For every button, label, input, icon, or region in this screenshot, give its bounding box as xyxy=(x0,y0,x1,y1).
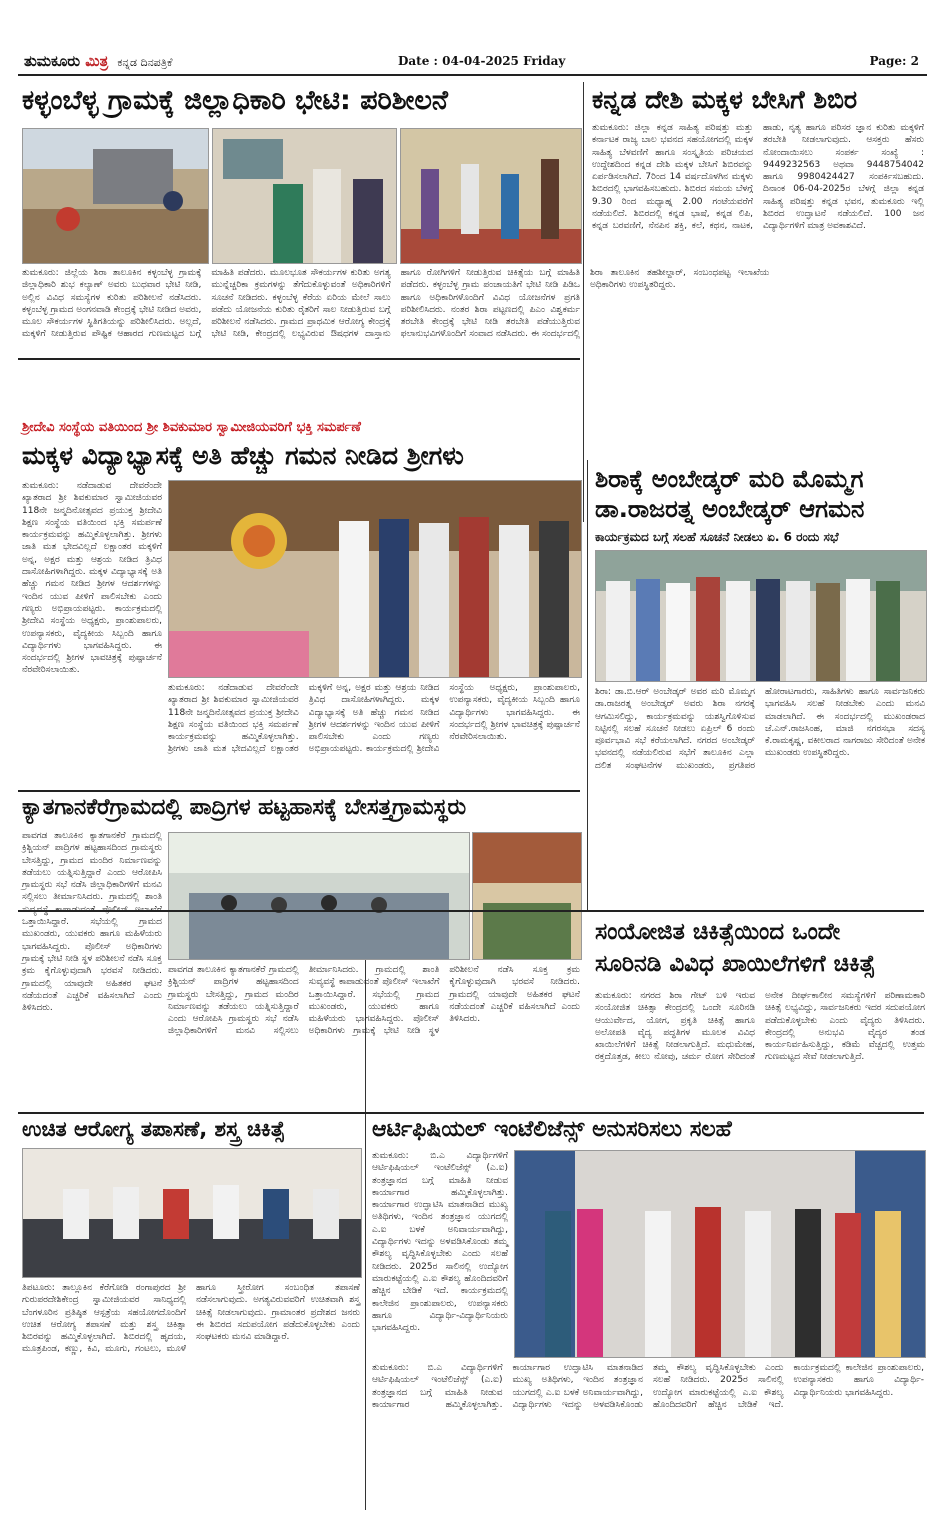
column-divider xyxy=(583,82,584,522)
story4-headline: ಶಿರಾಕ್ಕೆ ಅಂಬೇಡ್ಕರ್ ಮರಿ ಮೊಮ್ಮಗ xyxy=(595,465,864,493)
story5-body: ಪಾವಗಡ ತಾಲೂಕಿನ ಕ್ಯಾತಗಾನಕೆರೆ ಗ್ರಾಮದಲ್ಲಿ ಕ್ರಿಶ್ಚಿಯನ್ ಪಾದ್ರಿಗಳ ಹಟ್ಟಹಾಸದಿಂದ ಗ್ರಾಮಸ್ಥರು ಬೇಸತ್ತಿದ್ದು, ಗ್ರಾಮದ ಮಂದಿರ ನಿರ್ಮಾಣವನ್ನು ತಡೆಯಲು ಯತ್ನಿಸುತ್ತಿದ್ದಾರೆ ಎಂದು ಆರೋಪಿಸಿ ಗ್ರಾಮಸ್ಥರು ಸಭೆ ನಡೆಸಿ ಜಿಲ್ಲಾಧಿಕಾರಿಗಳಿಗೆ ಮನವಿ ಸಲ್ಲಿಸಲು ತೀರ್ಮಾನಿಸಿದರು. ಗ್ರಾಮದಲ್ಲಿ ಶಾಂತಿ ಸುವ್ಯವಸ್ಥೆ ಕಾಪಾಡುವಂತೆ ಪೊಲೀಸ್ ಇಲಾಖೆಗೆ ಒತ್ತಾಯಿಸಿದ್ದಾರೆ. ಸಭೆಯಲ್ಲಿ ಗ್ರಾಮದ ಮುಖಂಡರು, ಯುವಕರು ಹಾಗೂ ಮಹಿಳೆಯರು ಭಾಗವಹಿಸಿದ್ದರು. ಪೊಲೀಸ್ ಅಧಿಕಾರಿಗಳು ಗ್ರಾಮಕ್ಕೆ ಭೇಟಿ ನೀಡಿ ಸ್ಥಳ ಪರಿಶೀಲನೆ ನಡೆಸಿ ಸೂಕ್ತ ಕ್ರಮ ಕೈಗೊಳ್ಳುವುದಾಗಿ ಭರವಸೆ ನೀಡಿದರು. ಗ್ರಾಮದಲ್ಲಿ ಯಾವುದೇ ಅಹಿತಕರ ಘಟನೆ ನಡೆಯದಂತೆ ಎಚ್ಚರಿಕೆ ವಹಿಸಲಾಗಿದೆ ಎಂದು ತಿಳಿಸಿದರು. xyxy=(168,965,580,1037)
story7-headline: ಉಚಿತ ಆರೋಗ್ಯ ತಪಾಸಣೆ, ಶಸ್ತ್ರ ಚಿಕಿತ್ಸೆ xyxy=(22,1117,285,1141)
story4-headline-2: ಡಾ.ರಾಜರತ್ನ ಅಂಬೇಡ್ಕರ್ ಆಗಮನ xyxy=(595,495,865,523)
story8-photo xyxy=(514,1150,926,1358)
page-number: Page: 2 xyxy=(869,54,919,68)
story1-photo-3 xyxy=(400,128,582,264)
story1-body: ತುಮಕೂರು: ಜಿಲ್ಲೆಯ ಶಿರಾ ತಾಲೂಕಿನ ಕಳ್ಳಂಬೆಳ್ಳ ಗ್ರಾಮಕ್ಕೆ ಜಿಲ್ಲಾಧಿಕಾರಿ ಶುಭ ಕಲ್ಯಾಣ್ ಅವರು ಬುಧವಾರ ಭೇಟಿ ನೀಡಿ, ಅಲ್ಲಿನ ವಿವಿಧ ಸಮಸ್ಯೆಗಳ ಕುರಿತು ಪರಿಶೀಲನೆ ನಡೆಸಿದರು. ಕಳ್ಳಂಬೆಳ್ಳ ಗ್ರಾಮದ ಅಂಗನವಾಡಿ ಕೇಂದ್ರಕ್ಕೆ ಭೇಟಿ ನೀಡಿದ ಅವರು, ಮೂಲ ಸೌಕರ್ಯಗಳ ಸ್ಥಿತಿಗತಿಯನ್ನು ಪರಿಶೀಲಿಸಿದರು. ಅಲ್ಲದೆ, ಮಕ್ಕಳಿಗೆ ನೀಡುತ್ತಿರುವ ಪೌಷ್ಟಿಕ ಆಹಾರದ ಗುಣಮಟ್ಟದ ಬಗ್ಗೆ ಮಾಹಿತಿ ಪಡೆದರು. ಮೂಲಭೂತ ಸೌಕರ್ಯಗಳ ಕುರಿತು ಅಗತ್ಯ ಮುನ್ನೆಚ್ಚರಿಕಾ ಕ್ರಮಗಳನ್ನು ತೆಗೆದುಕೊಳ್ಳುವಂತೆ ಅಧಿಕಾರಿಗಳಿಗೆ ಸೂಚನೆ ನೀಡಿದರು. ಕಳ್ಳಂಬೆಳ್ಳ ಕೆರೆಯ ಏರಿಯ ಮೇಲೆ ಸಾಲು ಪಡೆದು ಯೋಜನೆಯ ಕುರಿತು ರೈತರಿಗೆ ಸಾಲ ನೀಡುತ್ತಿರುವ ಬಗ್ಗೆ ಪರಿಶೀಲನೆ ನಡೆಸಿದರು. ಗ್ರಾಮದ ಪ್ರಾಥಮಿಕ ಆರೋಗ್ಯ ಕೇಂದ್ರಕ್ಕೆ ಭೇಟಿ ನೀಡಿ, ಕೇಂದ್ರದಲ್ಲಿ ಲಭ್ಯವಿರುವ ಔಷಧಗಳ ದಾಸ್ತಾನು ಹಾಗೂ ರೋಗಿಗಳಿಗೆ ನೀಡುತ್ತಿರುವ ಚಿಕಿತ್ಸೆಯ ಬಗ್ಗೆ ಮಾಹಿತಿ ಪಡೆದರು. ಕಳ್ಳಂಬೆಳ್ಳ ಗ್ರಾಮ ಪಂಚಾಯತಿಗೆ ಭೇಟಿ ನೀಡಿ ಪಿಡಿಒ ಹಾಗೂ ಅಧಿಕಾರಿಗಳೊಂದಿಗೆ ವಿವಿಧ ಯೋಜನೆಗಳ ಪ್ರಗತಿ ಪರಿಶೀಲಿಸಿದರು. ನಂತರ ಶಿರಾ ಪಟ್ಟಣದಲ್ಲಿ ಪಿಎಂ ವಿಶ್ವಕರ್ಮ ತರಬೇತಿ ಕೇಂದ್ರಕ್ಕೆ ಭೇಟಿ ನೀಡಿ ತರಬೇತಿ ಪಡೆಯುತ್ತಿರುವ ಫಲಾನುಭವಿಗಳೊಂದಿಗೆ ಸಂವಾದ ನಡೆಸಿದರು. ಈ ಸಂದರ್ಭದಲ್ಲಿ ಶಿರಾ ತಾಲೂಕಿನ ತಹಶೀಲ್ದಾರ್, ಸಂಬಂಧಪಟ್ಟ ಇಲಾಖೆಯ ಅಧಿಕಾರಿಗಳು ಉಪಸ್ಥಿತರಿದ್ದರು. xyxy=(22,268,770,340)
story4-subhead: ಕಾರ್ಯಕ್ರಮದ ಬಗ್ಗೆ ಸಲಹೆ ಸೂಚನೆ ನೀಡಲು ಏ. 6 ರಂದು ಸಭೆ xyxy=(595,530,839,544)
issue-date: Date : 04-04-2025 Friday xyxy=(398,54,566,68)
story3-body-lead: ತುಮಕೂರು: ನಡೆದಾಡುವ ದೇವರೆಂದೇ ಖ್ಯಾತರಾದ ಶ್ರೀ ಶಿವಕುಮಾರ ಸ್ವಾಮೀಜಿಯವರ 118ನೇ ಜನ್ಮದಿನೋತ್ಸವದ ಪ್ರಯುಕ್ತ ಶ್ರೀದೇವಿ ಶಿಕ್ಷಣ ಸಂಸ್ಥೆಯ ವತಿಯಿಂದ ಭಕ್ತಿ ಸಮರ್ಪಣೆ ಕಾರ್ಯಕ್ರಮವನ್ನು ಹಮ್ಮಿಕೊಳ್ಳಲಾಗಿತ್ತು. ಶ್ರೀಗಳು ಜಾತಿ ಮತ ಭೇದವಿಲ್ಲದೆ ಲಕ್ಷಾಂತರ ಮಕ್ಕಳಿಗೆ ಅನ್ನ, ಅಕ್ಷರ ಮತ್ತು ಆಶ್ರಯ ನೀಡಿದ ತ್ರಿವಿಧ ದಾಸೋಹಿಗಳಾಗಿದ್ದರು. ಮಕ್ಕಳ ವಿದ್ಯಾಭ್ಯಾಸಕ್ಕೆ ಅತಿ ಹೆಚ್ಚು ಗಮನ ನೀಡಿದ ಶ್ರೀಗಳ ಆದರ್ಶಗಳನ್ನು ಇಂದಿನ ಯುವ ಪೀಳಿಗೆ ಪಾಲಿಸಬೇಕು ಎಂದು ಗಣ್ಯರು ಅಭಿಪ್ರಾಯಪಟ್ಟರು. ಕಾರ್ಯಕ್ರಮದಲ್ಲಿ ಶ್ರೀದೇವಿ ಸಂಸ್ಥೆಯ ಅಧ್ಯಕ್ಷರು, ಪ್ರಾಂಶುಪಾಲರು, ಉಪನ್ಯಾಸಕರು, ವೈದ್ಯಕೀಯ ಸಿಬ್ಬಂದಿ ಹಾಗೂ ವಿದ್ಯಾರ್ಥಿಗಳು ಭಾಗವಹಿಸಿದ್ದರು. ಈ ಸಂದರ್ಭದಲ್ಲಿ ಶ್ರೀಗಳ ಭಾವಚಿತ್ರಕ್ಕೆ ಪುಷ್ಪಾರ್ಚನೆ ನೆರವೇರಿಸಲಾಯಿತು. xyxy=(22,481,162,676)
story4-photo xyxy=(595,550,927,682)
story6-headline: ಸಂಯೋಜಿತ ಚಿಕಿತ್ಸೆಯಿಂದ ಒಂದೇ xyxy=(595,919,841,945)
story2-body: ತುಮಕೂರು: ಜಿಲ್ಲಾ ಕನ್ನಡ ಸಾಹಿತ್ಯ ಪರಿಷತ್ತು ಮತ್ತು ಕರ್ನಾಟಕ ರಾಜ್ಯ ಬಾಲ ಭವನದ ಸಹಯೋಗದಲ್ಲಿ ಮಕ್ಕಳ ಸಾಹಿತ್ಯ ಬೆಳವಣಿಗೆ ಹಾಗೂ ಸಂಸ್ಕೃತಿಯ ಪರಿಚಯದ ಉದ್ದೇಶದಿಂದ ಕನ್ನಡ ದೇಶಿ ಮಕ್ಕಳ ಬೇಸಿಗೆ ಶಿಬಿರವನ್ನು ಏರ್ಪಡಿಸಲಾಗಿದೆ. 7ರಿಂದ 14 ವರ್ಷದೊಳಗಿನ ಮಕ್ಕಳು ಶಿಬಿರದಲ್ಲಿ ಭಾಗವಹಿಸಬಹುದು. ಶಿಬಿರದ ಸಮಯ ಬೆಳಗ್ಗೆ 9.30 ರಿಂದ ಮಧ್ಯಾಹ್ನ 2.00 ಗಂಟೆಯವರೆಗೆ ನಡೆಯಲಿದೆ. ಶಿಬಿರದಲ್ಲಿ ಕನ್ನಡ ಭಾಷೆ, ಕನ್ನಡ ಲಿಪಿ, ಕನ್ನಡ ಬರವಣಿಗೆ, ನೆನಪಿನ ಶಕ್ತಿ, ಕಲೆ, ಕಥನ, ನಾಟಕ, ಹಾಡು, ನೃತ್ಯ ಹಾಗೂ ಪರಿಸರ ಜ್ಞಾನ ಕುರಿತು ಮಕ್ಕಳಿಗೆ ತರಬೇತಿ ನೀಡಲಾಗುವುದು. ಆಸಕ್ತರು ಹೆಸರು ನೋಂದಾಯಿಸಲು ಸಂಪರ್ಕ ಸಂಖ್ಯೆ : 9449232563 ಅಥವಾ 9448754042 ಹಾಗೂ 9980424427 ಸಂಪರ್ಕಿಸಬಹುದು. ದಿನಾಂಕ 06-04-2025ರ ಬೆಳಗ್ಗೆ ಜಿಲ್ಲಾ ಕನ್ನಡ ಸಾಹಿತ್ಯ ಪರಿಷತ್ತು ಕನ್ನಡ ಭವನ, ತುಮಕೂರು ಇಲ್ಲಿ ಶಿಬಿರದ ಉದ್ಘಾಟನೆ ನಡೆಯಲಿದೆ. 100 ಜನ ವಿದ್ಯಾರ್ಥಿಗಳಿಗೆ ಮಾತ್ರ ಅವಕಾಶವಿದೆ. xyxy=(592,123,924,232)
masthead xyxy=(18,52,927,76)
logo-prefix: ತುಮಕೂರು xyxy=(24,52,81,70)
section-divider xyxy=(18,358,580,360)
section-divider xyxy=(18,910,924,912)
story5-body-lead: ಪಾವಗಡ ತಾಲೂಕಿನ ಕ್ಯಾತಗಾನಕೆರೆ ಗ್ರಾಮದಲ್ಲಿ ಕ್ರಿಶ್ಚಿಯನ್ ಪಾದ್ರಿಗಳ ಹಟ್ಟಹಾಸದಿಂದ ಗ್ರಾಮಸ್ಥರು ಬೇಸತ್ತಿದ್ದು, ಗ್ರಾಮದ ಮಂದಿರ ನಿರ್ಮಾಣವನ್ನು ತಡೆಯಲು ಯತ್ನಿಸುತ್ತಿದ್ದಾರೆ ಎಂದು ಆರೋಪಿಸಿ ಗ್ರಾಮಸ್ಥರು ಸಭೆ ನಡೆಸಿ ಜಿಲ್ಲಾಧಿಕಾರಿಗಳಿಗೆ ಮನವಿ ಸಲ್ಲಿಸಲು ತೀರ್ಮಾನಿಸಿದರು. ಗ್ರಾಮದಲ್ಲಿ ಶಾಂತಿ ಒತ್ತಾಯಿಸಿದ್ದಾರೆ. ಸಭೆಯಲ್ಲಿ ಗ್ರಾಮದ ಮುಖಂಡರು, ಯುವಕರು ಹಾಗೂ ಮಹಿಳೆಯರು ಭಾಗವಹಿಸಿದ್ದರು. ಪೊಲೀಸ್ ಅಧಿಕಾರಿಗಳು ಗ್ರಾಮಕ್ಕೆ ಭೇಟಿ ನೀಡಿ ಸ್ಥಳ ಪರಿಶೀಲನೆ ನಡೆಸಿ ಸೂಕ್ತ ಕ್ರಮ ಕೈಗೊಳ್ಳುವುದಾಗಿ ಭರವಸೆ ನೀಡಿದರು. ಗ್ರಾಮದಲ್ಲಿ ಯಾವುದೇ ಅಹಿತಕರ ಘಟನೆ ನಡೆಯದಂತೆ ಎಚ್ಚರಿಕೆ ವಹಿಸಲಾಗಿದೆ ಎಂದು ತಿಳಿಸಿದರು. xyxy=(22,831,162,1014)
story5-photo-2 xyxy=(472,832,582,960)
section-divider xyxy=(18,1112,924,1114)
story8-body-lead: ತುಮಕೂರು: ಬಿ.ಎ ವಿದ್ಯಾರ್ಥಿಗಳಿಗೆ ಆರ್ಟಿಫಿಷಿಯಲ್ ಇಂಟೆಲಿಜೆನ್ಸ್ (ಎ.ಐ) ತಂತ್ರಜ್ಞಾನದ ಬಗ್ಗೆ ಮಾಹಿತಿ ನೀಡುವ ಕಾರ್ಯಾಗಾರ ಹಮ್ಮಿಕೊಳ್ಳಲಾಗಿತ್ತು. ಕಾರ್ಯಾಗಾರ ಉದ್ಘಾಟಿಸಿ ಮಾತನಾಡಿದ ಮುಖ್ಯ ಅತಿಥಿಗಳು, ಇಂದಿನ ತಂತ್ರಜ್ಞಾನ ಯುಗದಲ್ಲಿ ಎ.ಐ ಬಳಕೆ ಅನಿವಾರ್ಯವಾಗಿದ್ದು, ವಿದ್ಯಾರ್ಥಿಗಳು ಇದನ್ನು ಅಳವಡಿಸಿಕೊಂಡು ತಮ್ಮ ಕೌಶಲ್ಯ ವೃದ್ಧಿಸಿಕೊಳ್ಳಬೇಕು ಎಂದು ಸಲಹೆ ನೀಡಿದರು. 2025ರ ಸಾಲಿನಲ್ಲಿ ಉದ್ಯೋಗ ಮಾರುಕಟ್ಟೆಯಲ್ಲಿ ಎ.ಐ ಕೌಶಲ್ಯ ಹೊಂದಿದವರಿಗೆ ಹೆಚ್ಚಿನ ಬೇಡಿಕೆ ಇದೆ. ಕಾರ್ಯಕ್ರಮದಲ್ಲಿ ಕಾಲೇಜಿನ ಪ್ರಾಂಶುಪಾಲರು, ಉಪನ್ಯಾಸಕರು ಹಾಗೂ ವಿದ್ಯಾರ್ಥಿ-ವಿದ್ಯಾರ್ಥಿನಿಯರು ಭಾಗವಹಿಸಿದ್ದರು. xyxy=(372,1151,508,1334)
story4-body: ಶಿರಾ: ಡಾ.ಬಿ.ಆರ್ ಅಂಬೇಡ್ಕರ್ ಅವರ ಮರಿ ಮೊಮ್ಮಗ ಡಾ.ರಾಜರತ್ನ ಅಂಬೇಡ್ಕರ್ ಅವರು ಶಿರಾ ನಗರಕ್ಕೆ ಆಗಮಿಸಲಿದ್ದು, ಕಾರ್ಯಕ್ರಮವನ್ನು ಯಶಸ್ವಿಗೊಳಿಸುವ ನಿಟ್ಟಿನಲ್ಲಿ ಸಲಹೆ ಸೂಚನೆ ನೀಡಲು ಏಪ್ರಿಲ್ 6 ರಂದು ಪೂರ್ವಭಾವಿ ಸಭೆ ಕರೆಯಲಾಗಿದೆ. ನಗರದ ಅಂಬೇಡ್ಕರ್ ಭವನದಲ್ಲಿ ನಡೆಯಲಿರುವ ಸಭೆಗೆ ತಾಲೂಕಿನ ಎಲ್ಲಾ ದಲಿತ ಸಂಘಟನೆಗಳ ಮುಖಂಡರು, ಪ್ರಗತಿಪರ ಹೋರಾಟಗಾರರು, ಸಾಹಿತಿಗಳು ಹಾಗೂ ಸಾರ್ವಜನಿಕರು ಭಾಗವಹಿಸಿ ಸಲಹೆ ನೀಡಬೇಕು ಎಂದು ಮನವಿ ಮಾಡಲಾಗಿದೆ. ಈ ಸಂದರ್ಭದಲ್ಲಿ ಮುಖಂಡರಾದ ಜೆ.ಎನ್.ರಾಜಸಿಂಹ, ಮಾಜಿ ನಗರಸಭಾ ಸದಸ್ಯ ಕೆ.ರಾಮಕೃಷ್ಣ, ವಕೀಲರಾದ ನಾಗರಾಜು ಸೇರಿದಂತೆ ಅನೇಕ ಮುಖಂಡರು ಉಪಸ್ಥಿತರಿದ್ದರು. xyxy=(595,687,925,771)
story1-photo-1 xyxy=(22,128,209,264)
story8-body: ತುಮಕೂರು: ಬಿ.ಎ ವಿದ್ಯಾರ್ಥಿಗಳಿಗೆ ಆರ್ಟಿಫಿಷಿಯಲ್ ಇಂಟೆಲಿಜೆನ್ಸ್ (ಎ.ಐ) ತಂತ್ರಜ್ಞಾನದ ಬಗ್ಗೆ ಮಾಹಿತಿ ನೀಡುವ ಕಾರ್ಯಾಗಾರ ಹಮ್ಮಿಕೊಳ್ಳಲಾಗಿತ್ತು. ಕಾರ್ಯಾಗಾರ ಉದ್ಘಾಟಿಸಿ ಮಾತನಾಡಿದ ಮುಖ್ಯ ಅತಿಥಿಗಳು, ಇಂದಿನ ತಂತ್ರಜ್ಞಾನ ಯುಗದಲ್ಲಿ ಎ.ಐ ಬಳಕೆ ಅನಿವಾರ್ಯವಾಗಿದ್ದು, ವಿದ್ಯಾರ್ಥಿಗಳು ಇದನ್ನು ಅಳವಡಿಸಿಕೊಂಡು ತಮ್ಮ ಕೌಶಲ್ಯ ವೃದ್ಧಿಸಿಕೊಳ್ಳಬೇಕು ಎಂದು ಸಲಹೆ ನೀಡಿದರು. 2025ರ ಸಾಲಿನಲ್ಲಿ ಉದ್ಯೋಗ ಮಾರುಕಟ್ಟೆಯಲ್ಲಿ ಎ.ಐ ಕೌಶಲ್ಯ ಹೊಂದಿದವರಿಗೆ ಹೆಚ್ಚಿನ ಬೇಡಿಕೆ ಇದೆ. ಕಾರ್ಯಕ್ರಮದಲ್ಲಿ ಕಾಲೇಜಿನ ಪ್ರಾಂಶುಪಾಲರು, ಉಪನ್ಯಾಸಕರು ಹಾಗೂ ವಿದ್ಯಾರ್ಥಿ-ವಿದ್ಯಾರ್ಥಿನಿಯರು ಭಾಗವಹಿಸಿದ್ದರು. xyxy=(372,1363,924,1410)
masthead-tagline: ಕನ್ನಡ ದಿನಪತ್ರಿಕೆ xyxy=(117,56,173,69)
story3-body: ತುಮಕೂರು: ನಡೆದಾಡುವ ದೇವರೆಂದೇ ಖ್ಯಾತರಾದ ಶ್ರೀ ಶಿವಕುಮಾರ ಸ್ವಾಮೀಜಿಯವರ 118ನೇ ಜನ್ಮದಿನೋತ್ಸವದ ಪ್ರಯುಕ್ತ ಶ್ರೀದೇವಿ ಶಿಕ್ಷಣ ಸಂಸ್ಥೆಯ ವತಿಯಿಂದ ಭಕ್ತಿ ಸಮರ್ಪಣೆ ಕಾರ್ಯಕ್ರಮವನ್ನು ಹಮ್ಮಿಕೊಳ್ಳಲಾಗಿತ್ತು. ಶ್ರೀಗಳು ಜಾತಿ ಮತ ಭೇದವಿಲ್ಲದೆ ಲಕ್ಷಾಂತರ ಮಕ್ಕಳಿಗೆ ಅನ್ನ, ಅಕ್ಷರ ಮತ್ತು ಆಶ್ರಯ ನೀಡಿದ ತ್ರಿವಿಧ ದಾಸೋಹಿಗಳಾಗಿದ್ದರು. ಮಕ್ಕಳ ವಿದ್ಯಾಭ್ಯಾಸಕ್ಕೆ ಅತಿ ಹೆಚ್ಚು ಗಮನ ನೀಡಿದ ಶ್ರೀಗಳ ಆದರ್ಶಗಳನ್ನು ಇಂದಿನ ಯುವ ಪೀಳಿಗೆ ಪಾಲಿಸಬೇಕು ಎಂದು ಗಣ್ಯರು ಅಭಿಪ್ರಾಯಪಟ್ಟರು. ಕಾರ್ಯಕ್ರಮದಲ್ಲಿ ಶ್ರೀದೇವಿ ಸಂಸ್ಥೆಯ ಅಧ್ಯಕ್ಷರು, ಪ್ರಾಂಶುಪಾಲರು, ಉಪನ್ಯಾಸಕರು, ವೈದ್ಯಕೀಯ ಸಿಬ್ಬಂದಿ ಹಾಗೂ ವಿದ್ಯಾರ್ಥಿಗಳು ಭಾಗವಹಿಸಿದ್ದರು. ಈ ಸಂದರ್ಭದಲ್ಲಿ ಶ್ರೀಗಳ ಭಾವಚಿತ್ರಕ್ಕೆ ಪುಷ್ಪಾರ್ಚನೆ ನೆರವೇರಿಸಲಾಯಿತು. xyxy=(168,683,580,755)
story5-photo-1 xyxy=(168,832,470,960)
story3-headline: ಮಕ್ಕಳ ವಿದ್ಯಾಭ್ಯಾಸಕ್ಕೆ ಅತಿ ಹೆಚ್ಚು ಗಮನ ನೀಡಿದ ಶ್ರೀಗಳು xyxy=(22,441,464,470)
story7-body: ತಿಪಟೂರು: ತಾಲ್ಲೂಕಿನ ಕೆರೆಗೋಡಿ ರಂಗಾಪುರದ ಶ್ರೀ ಗುರುಪರದೇಶಿಕೇಂದ್ರ ಸ್ವಾಮೀಜಿಯವರ ಸಾನಿಧ್ಯದಲ್ಲಿ ಬೆಂಗಳೂರಿನ ಪ್ರತಿಷ್ಠಿತ ಆಸ್ಪತ್ರೆಯ ಸಹಯೋಗದೊಂದಿಗೆ ಉಚಿತ ಆರೋಗ್ಯ ತಪಾಸಣೆ ಮತ್ತು ಶಸ್ತ್ರ ಚಿಕಿತ್ಸಾ ಶಿಬಿರವನ್ನು ಹಮ್ಮಿಕೊಳ್ಳಲಾಗಿದೆ. ಶಿಬಿರದಲ್ಲಿ ಹೃದಯ, ಮೂತ್ರಪಿಂಡ, ಕಣ್ಣು, ಕಿವಿ, ಮೂಗು, ಗಂಟಲು, ಮೂಳೆ ಹಾಗೂ ಸ್ತ್ರೀರೋಗ ಸಂಬಂಧಿತ ತಪಾಸಣೆ ನಡೆಸಲಾಗುವುದು. ಅಗತ್ಯವಿರುವವರಿಗೆ ಉಚಿತವಾಗಿ ಶಸ್ತ್ರ ಚಿಕಿತ್ಸೆ ನೀಡಲಾಗುವುದು. ಗ್ರಾಮಾಂತರ ಪ್ರದೇಶದ ಜನರು ಈ ಶಿಬಿರದ ಸದುಪಯೋಗ ಪಡೆದುಕೊಳ್ಳಬೇಕು ಎಂದು ಸಂಘಟಕರು ಮನವಿ ಮಾಡಿದ್ದಾರೆ. xyxy=(22,1283,360,1355)
column-divider xyxy=(587,460,588,910)
story2-headline: ಕನ್ನಡ ದೇಶಿ ಮಕ್ಕಳ ಬೇಸಿಗೆ ಶಿಬಿರ xyxy=(592,85,858,114)
story6-headline-2: ಸೂರಿನಡಿ ವಿವಿಧ ಖಾಯಿಲೆಗಳಿಗೆ ಚಿಕಿತ್ಸೆ xyxy=(595,951,876,977)
story8-headline: ಆರ್ಟಿಫಿಷಿಯಲ್ ಇಂಟೆಲಿಜೆನ್ಸ್ ಅನುಸರಿಸಲು ಸಲಹೆ xyxy=(372,1117,732,1142)
masthead-logo xyxy=(24,52,172,70)
story7-photo xyxy=(22,1148,362,1278)
story5-headline: ಕ್ಯಾತಗಾನಕೆರೆಗ್ರಾಮದಲ್ಲಿ ಪಾದ್ರಿಗಳ ಹಟ್ಟಹಾಸಕ್ಕೆ ಬೇಸತ್ತಗ್ರಾಮಸ್ಥರು xyxy=(22,795,467,820)
section-divider xyxy=(18,790,580,792)
story1-headline: ಕಳ್ಳಂಬೆಳ್ಳ ಗ್ರಾಮಕ್ಕೆ ಜಿಲ್ಲಾಧಿಕಾರಿ ಭೇಟಿ: ಪರಿಶೀಲನೆ xyxy=(22,85,448,116)
story1-photo-2 xyxy=(212,128,397,264)
story3-photo xyxy=(168,480,582,678)
story3-kicker: ಶ್ರೀದೇವಿ ಸಂಸ್ಥೆಯ ವತಿಯಿಂದ ಶ್ರೀ ಶಿವಕುಮಾರ ಸ್ವಾಮೀಜಿಯವರಿಗೆ ಭಕ್ತಿ ಸಮರ್ಪಣೆ xyxy=(22,420,361,435)
logo-accent: ಮಿತ್ರ xyxy=(85,52,109,70)
story6-body: ತುಮಕೂರು: ನಗರದ ಶಿರಾ ಗೇಟ್ ಬಳಿ ಇರುವ ಸಂಯೋಜಿತ ಚಿಕಿತ್ಸಾ ಕೇಂದ್ರದಲ್ಲಿ ಒಂದೇ ಸೂರಿನಡಿ ಆಯುರ್ವೇದ, ಯೋಗ, ಪ್ರಕೃತಿ ಚಿಕಿತ್ಸೆ ಹಾಗೂ ಅಲೋಪತಿ ವೈದ್ಯ ಪದ್ಧತಿಗಳ ಮೂಲಕ ವಿವಿಧ ಖಾಯಿಲೆಗಳಿಗೆ ಚಿಕಿತ್ಸೆ ನೀಡಲಾಗುತ್ತಿದೆ. ಮಧುಮೇಹ, ರಕ್ತದೊತ್ತಡ, ಕೀಲು ನೋವು, ಚರ್ಮ ರೋಗ ಸೇರಿದಂತೆ ಅನೇಕ ದೀರ್ಘಕಾಲೀನ ಸಮಸ್ಯೆಗಳಿಗೆ ಪರಿಣಾಮಕಾರಿ ಚಿಕಿತ್ಸೆ ಲಭ್ಯವಿದ್ದು, ಸಾರ್ವಜನಿಕರು ಇದರ ಸದುಪಯೋಗ ಪಡೆದುಕೊಳ್ಳಬೇಕು ಎಂದು ವೈದ್ಯರು ತಿಳಿಸಿದರು. ಕೇಂದ್ರದಲ್ಲಿ ಅನುಭವಿ ವೈದ್ಯರ ತಂಡ ಕಾರ್ಯನಿರ್ವಹಿಸುತ್ತಿದ್ದು, ಕಡಿಮೆ ವೆಚ್ಚದಲ್ಲಿ ಉತ್ತಮ ಗುಣಮಟ್ಟದ ಸೇವೆ ನೀಡಲಾಗುತ್ತಿದೆ. xyxy=(595,991,925,1063)
